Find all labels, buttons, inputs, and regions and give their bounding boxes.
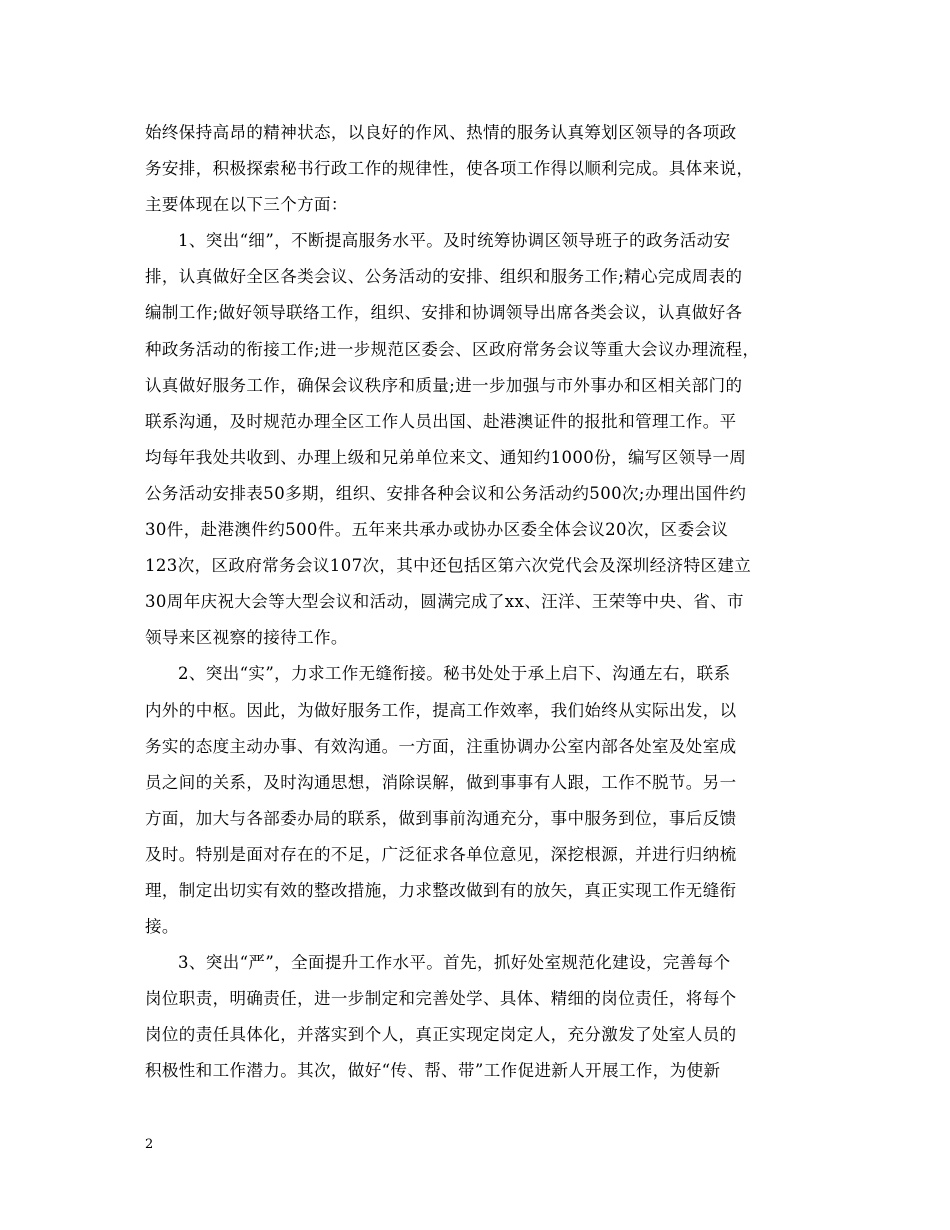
text-line: 公务活动安排表50多期，组织、安排各种会议和公务活动约500次;办理出国件约 — [145, 483, 747, 503]
page-number: 2 — [145, 1137, 154, 1152]
text-line: 编制工作;做好领导联络工作，组织、安排和协调领导出席各类会议，认真做好各 — [145, 303, 743, 323]
text-line: 30周年庆祝大会等大型会议和活动，圆满完成了xx、汪洋、王荣等中央、省、市 — [145, 592, 744, 612]
text-line: 种政务活动的衔接工作;进一步规范区委会、区政府常务会议等重大会议办理流程， — [145, 339, 760, 359]
text-line: 始终保持高昂的精神状态，以良好的作风、热情的服务认真筹划区领导的各项政 — [145, 123, 737, 142]
text-line: 接。 — [145, 917, 179, 937]
text-line: 理，制定出切实有效的整改措施，力求整改做到有的放矢，真正实现工作无缝衔 — [145, 880, 737, 900]
text-line: 排，认真做好全区各类会议、公务活动的安排、组织和服务工作;精心完成周表的 — [145, 267, 743, 287]
text-line: 方面，加大与各部委办局的联系，做到事前沟通充分，事中服务到位，事后反馈 — [145, 808, 737, 828]
document-body — [145, 115, 810, 1090]
text-line: 均每年我处共收到、办理上级和兄弟单位来文、通知约1000份，编写区领导一周 — [145, 447, 747, 467]
text-line: 123次，区政府常务会议107次，其中还包括区第六次党代会及深圳经济特区建立 — [145, 556, 752, 576]
text-line: 30件，赴港澳件约500件。五年来共承办或协办区委全体会议20次，区委会议 — [145, 520, 729, 540]
text-line: 岗位的责任具体化，并落实到个人，真正实现定岗定人，充分激发了处室人员的 — [145, 1025, 737, 1045]
paragraph-2-start: 2、突出“实”，力求工作无缝衔接。秘书处处于承上启下、沟通左右，联系 — [178, 664, 731, 684]
text-line: 联系沟通，及时规范办理全区工作人员出国、赴港澳证件的报批和管理工作。平 — [145, 411, 737, 431]
text-line: 认真做好服务工作，确保会议秩序和质量;进一步加强与市外事办和区相关部门的 — [145, 375, 743, 395]
text-line: 务安排，积极探索秘书行政工作的规律性，使各项工作得以顺利完成。具体来说， — [145, 159, 754, 179]
text-line: 领导来区视察的接待工作。 — [145, 628, 348, 648]
text-line: 务实的态度主动办事、有效沟通。一方面，注重协调办公室内部各处室及处室成 — [145, 736, 737, 756]
text-line: 员之间的关系，及时沟通思想，消除误解，做到事事有人跟，工作不脱节。另一 — [145, 772, 737, 792]
text-line: 主要体现在以下三个方面： — [145, 195, 348, 215]
paragraph-1-start: 1、突出“细”，不断提高服务水平。及时统筹协调区领导班子的政务活动安 — [178, 231, 731, 251]
text-line: 岗位职责，明确责任，进一步制定和完善处学、具体、精细的岗位责任，将每个 — [145, 989, 737, 1009]
text-line: 及时。特别是面对存在的不足，广泛征求各单位意见，深挖根源，并进行归纳梳 — [145, 844, 737, 864]
text-line: 积极性和工作潜力。其次，做好“传、帮、带”工作促进新人开展工作，为使新 — [145, 1061, 721, 1081]
paragraph-3-start: 3、突出“严”，全面提升工作水平。首先，抓好处室规范化建设，完善每个 — [178, 953, 731, 973]
text-line: 内外的中枢。因此，为做好服务工作，提高工作效率，我们始终从实际出发，以 — [145, 700, 737, 720]
